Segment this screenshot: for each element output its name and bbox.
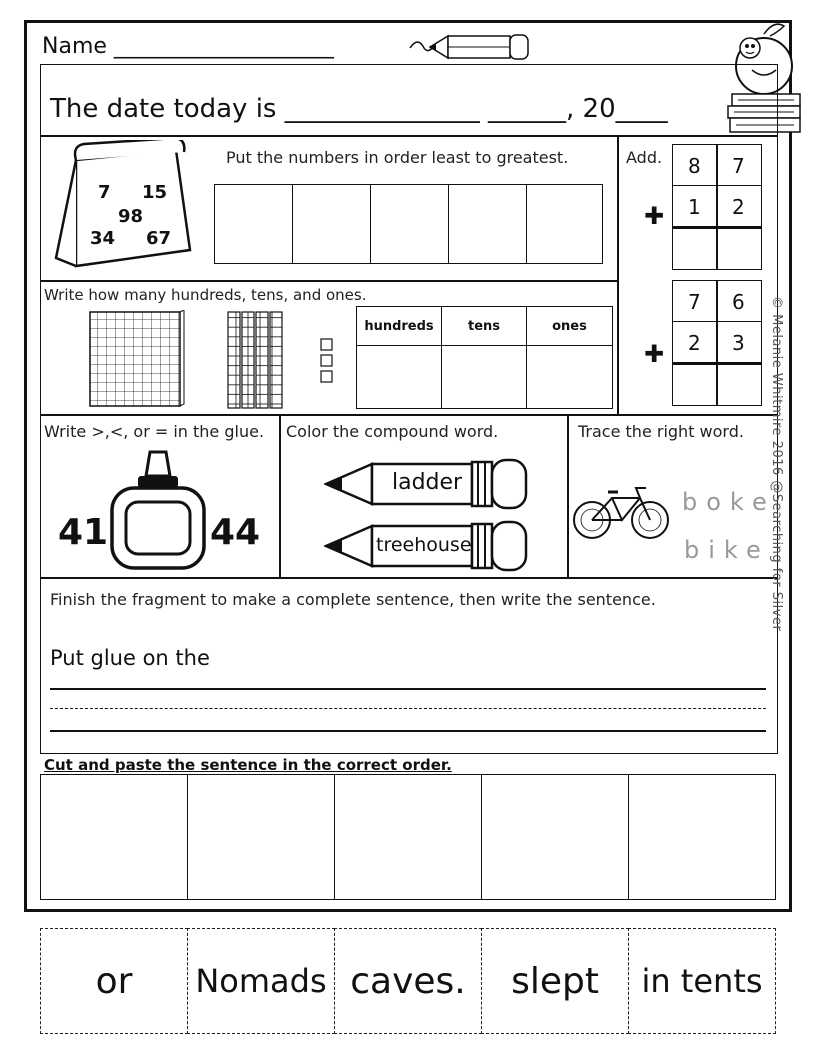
divider	[40, 577, 778, 579]
divider	[279, 414, 281, 578]
digit: 1	[688, 195, 701, 219]
order-answer-box[interactable]	[292, 184, 371, 264]
hundred-flat-icon	[88, 310, 186, 410]
column-header: hundreds	[356, 306, 442, 346]
word-card[interactable]: in tents	[628, 928, 776, 1034]
ones-cubes-icon	[318, 336, 338, 386]
column-header: tens	[441, 306, 527, 346]
word-card[interactable]: or	[40, 928, 188, 1034]
sum-cell[interactable]	[716, 364, 762, 406]
divider	[40, 280, 618, 282]
column-header: ones	[526, 306, 613, 346]
word-card[interactable]: slept	[481, 928, 629, 1034]
digit: 2	[688, 331, 701, 355]
sum-cell[interactable]	[672, 364, 718, 406]
writing-line[interactable]	[50, 730, 766, 732]
cut-paste-instruction: Cut and paste the sentence in the correct order.	[44, 756, 452, 774]
order-answer-box[interactable]	[448, 184, 527, 264]
trace-instruction: Trace the right word.	[578, 422, 744, 441]
bag-number: 7	[98, 182, 111, 203]
trace-word-option[interactable]: boke	[682, 488, 776, 516]
paste-box[interactable]	[334, 774, 482, 900]
word-card[interactable]: caves.	[334, 928, 482, 1034]
divider	[40, 414, 778, 416]
bag-number: 15	[142, 182, 168, 203]
digit: 2	[732, 195, 745, 219]
paste-box[interactable]	[481, 774, 629, 900]
writing-midline	[50, 708, 766, 709]
place-value-instruction: Write how many hundreds, tens, and ones.	[44, 286, 367, 304]
bag-number: 67	[146, 228, 172, 249]
compare-right-number: 44	[210, 512, 261, 553]
sum-cell[interactable]	[672, 228, 718, 270]
compare-left-number: 41	[58, 512, 109, 553]
digit: 7	[732, 154, 745, 178]
comparison-answer[interactable]	[134, 504, 182, 552]
name-field[interactable]: Name ____________________	[42, 34, 334, 59]
compare-instruction: Write >,<, or = in the glue.	[44, 422, 265, 441]
order-answer-box[interactable]	[526, 184, 603, 264]
compound-word-option: treehouse	[376, 534, 472, 556]
trace-word-option[interactable]: bike	[684, 536, 770, 564]
sentence-fragment: Put glue on the	[50, 646, 210, 670]
add-label: Add.	[626, 148, 663, 167]
bag-number: 34	[90, 228, 116, 249]
order-answer-box[interactable]	[214, 184, 293, 264]
paste-box[interactable]	[40, 774, 188, 900]
compound-word-option: ladder	[392, 470, 463, 495]
digit: 8	[688, 154, 701, 178]
digit: 7	[688, 290, 701, 314]
compound-instruction: Color the compound word.	[286, 422, 499, 441]
plus-icon: ✚	[644, 340, 665, 368]
divider	[617, 136, 619, 414]
ones-answer[interactable]	[526, 345, 613, 409]
copyright-text: © Melanie Whitmire 2016 @Searching for Silver	[769, 296, 784, 632]
digit: 6	[732, 290, 745, 314]
order-instruction: Put the numbers in order least to greatest.	[226, 148, 569, 167]
plus-icon: ✚	[644, 202, 665, 230]
paste-box[interactable]	[628, 774, 776, 900]
bicycle-icon	[570, 484, 674, 542]
pencil-icon	[408, 30, 532, 64]
bag-number: 98	[118, 206, 144, 227]
order-answer-box[interactable]	[370, 184, 449, 264]
sum-cell[interactable]	[716, 228, 762, 270]
writing-line[interactable]	[50, 688, 766, 690]
paste-box[interactable]	[187, 774, 335, 900]
hundreds-answer[interactable]	[356, 345, 442, 409]
tens-rods-icon	[224, 308, 292, 410]
word-card[interactable]: Nomads	[187, 928, 335, 1034]
digit: 3	[732, 331, 745, 355]
divider	[567, 414, 569, 578]
tens-answer[interactable]	[441, 345, 527, 409]
date-field[interactable]: The date today is _______________ ______, 20____	[50, 94, 668, 124]
sentence-instruction: Finish the fragment to make a complete sentence, then write the sentence.	[50, 590, 656, 609]
